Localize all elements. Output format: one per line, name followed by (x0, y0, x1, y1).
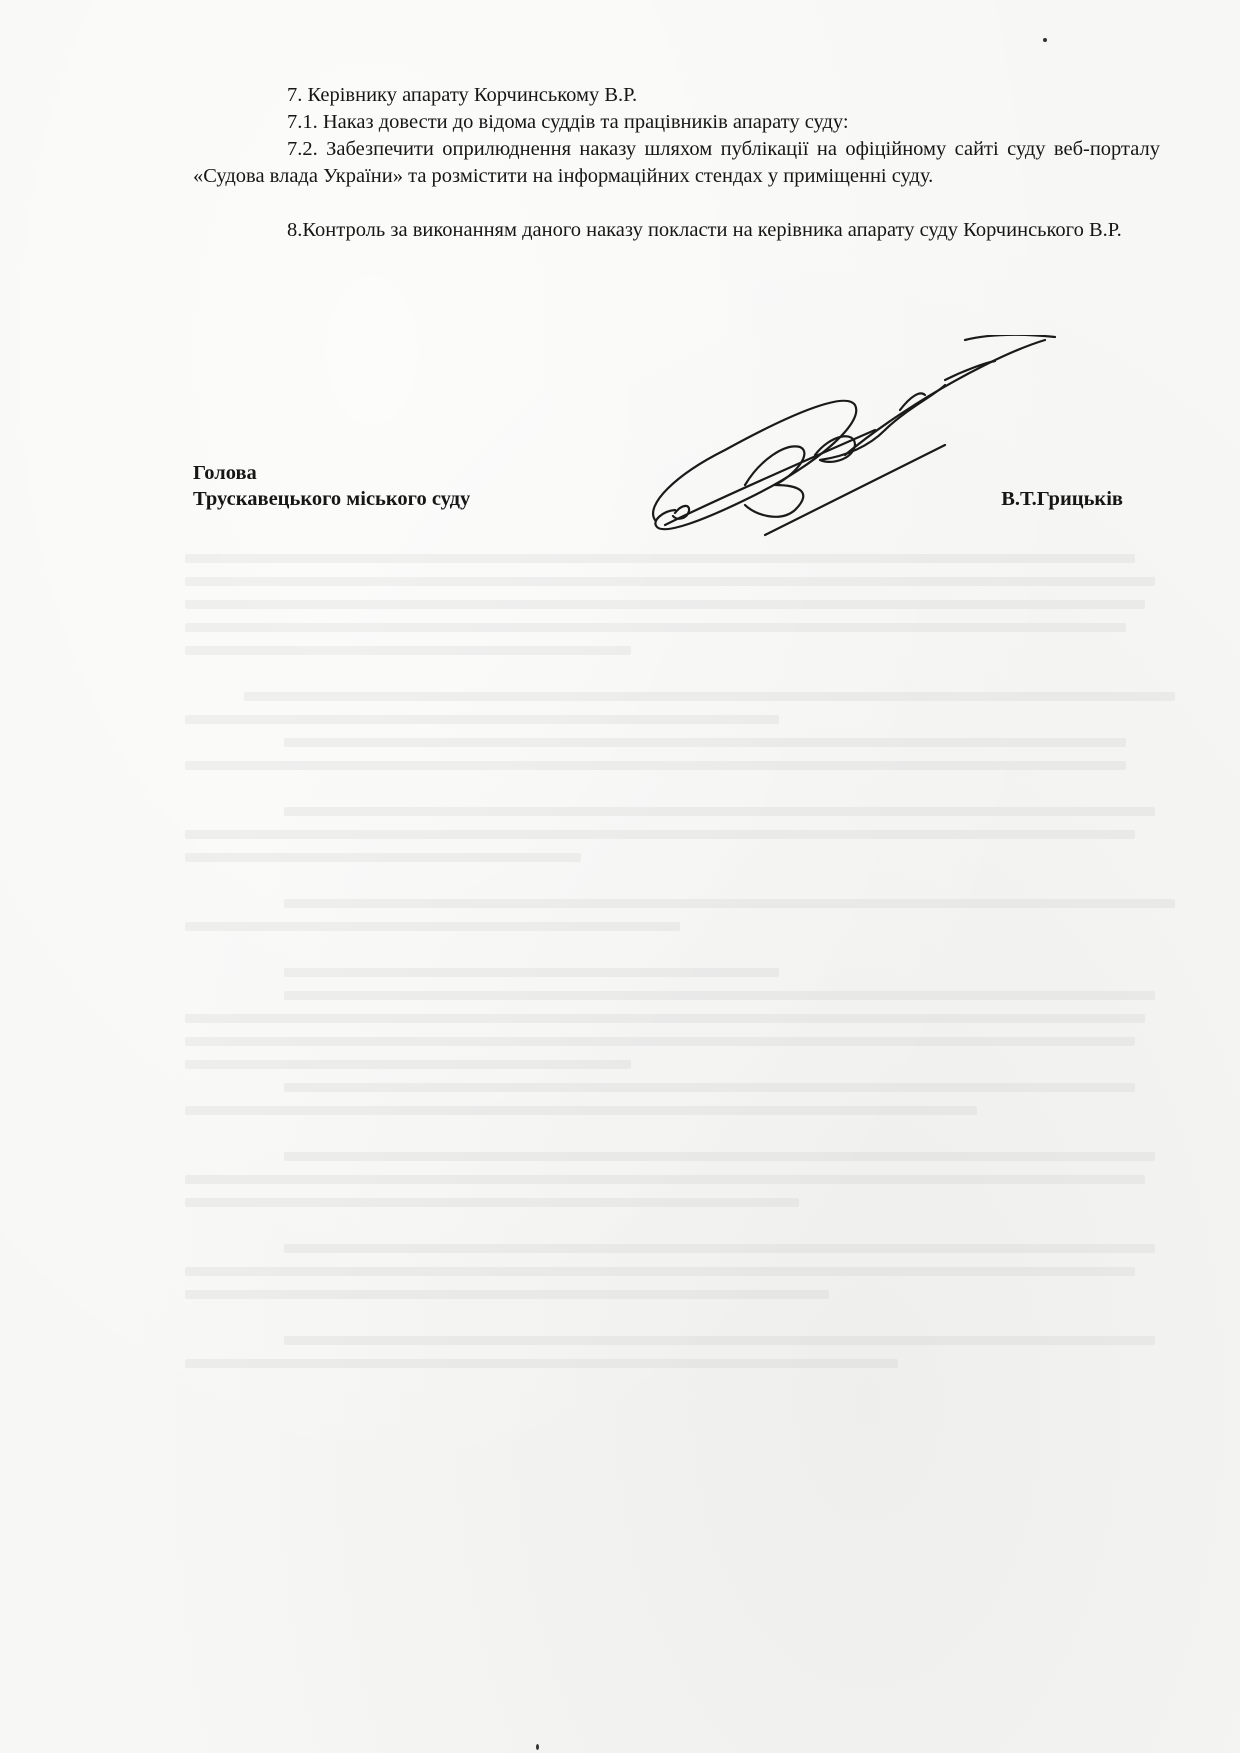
item-7: 7. Керівнику апарату Корчинському В.Р. (287, 84, 638, 106)
signatory-name: В.Т.Грицьків (1001, 488, 1123, 510)
scan-speck (1043, 38, 1047, 42)
signatory-title-line2: Трускавецького міського суду (193, 488, 471, 510)
signatory-title-line1: Голова (193, 462, 257, 484)
scan-speck (536, 1744, 539, 1750)
item-7-1: 7.1. Наказ довести до відома суддів та працівників апарату суду: (287, 111, 849, 133)
bleed-through-background (185, 540, 1175, 1382)
item-8: 8.Контроль за виконанням даного наказу покласти на керівника апарату суду Корчинського В.Р. (287, 219, 1122, 241)
handwritten-signature (645, 335, 1065, 565)
document-body (193, 82, 1160, 244)
item-7-2: 7.2. Забезпечити оприлюднення наказу шляхом публікації на офіційному сайті суду веб-порталу «Судова влада України» та розмістити на інформаційних стендах у приміщенні суду. (193, 138, 1160, 187)
